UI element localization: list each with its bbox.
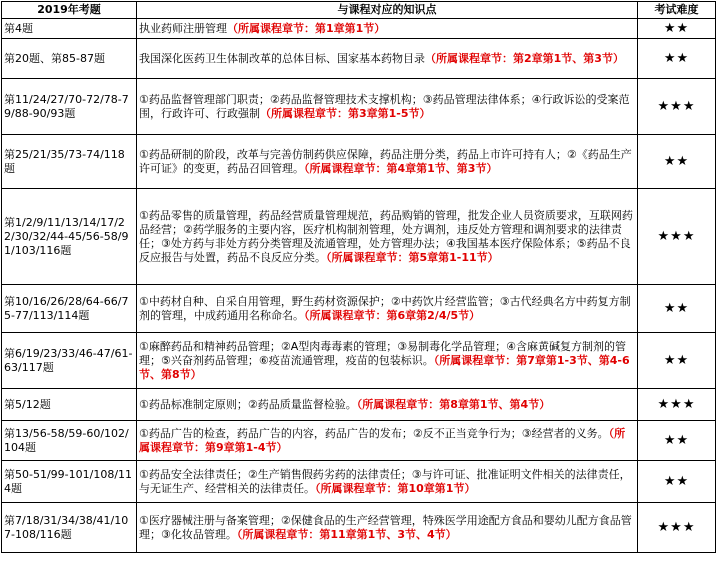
exam-questions-cell: 第20题、第85-87题 [2,39,137,79]
chapter-reference: （所属课程章节：第11章第1节、3节、4节） [236,527,457,541]
knowledge-table-container [1,1,715,553]
difficulty-stars: ★★ [638,19,716,39]
knowledge-text: ①药品标准制定原则；②药品质量监督检验。 [139,397,357,411]
difficulty-stars: ★★★ [638,189,716,285]
table-row [2,389,716,421]
exam-questions-cell: 第6/19/23/33/46-47/61-63/117题 [2,333,137,389]
chapter-reference: （所属课程章节：第5章第1-11节） [326,250,499,264]
table-row [2,461,716,503]
chapter-reference: （所属课程章节：第1章第1节） [227,21,386,35]
exam-questions-cell: 第7/18/31/34/38/41/107-108/116题 [2,503,137,553]
header-difficulty: 考试难度 [638,2,716,19]
difficulty-stars: ★★★ [638,503,716,553]
chapter-reference: （所属课程章节：第10章第1节） [315,481,476,495]
exam-questions-cell: 第50-51/99-101/108/114题 [2,461,137,503]
knowledge-cell [137,285,638,333]
exam-questions-cell: 第10/16/26/28/64-66/75-77/113/114题 [2,285,137,333]
knowledge-text: ①麻醉药品和精神药品管理；②A型肉毒毒素的管理；③易制毒化学品管理；④含麻黄碱复方制剂的管理；⑤兴奋剂药品管理；⑥疫苗流通管理，疫苗的包装标识。 [139,339,626,367]
chapter-reference: （所属课程章节：第7章第1-3节、第4-6节、第8节） [139,353,630,381]
knowledge-cell [137,333,638,389]
table-row [2,285,716,333]
knowledge-text: ①医疗器械注册与备案管理；②保健食品的生产经营管理，特殊医学用途配方食品和婴幼儿配方食品管理；③化妆品管理。 [139,513,632,541]
table-row [2,135,716,189]
knowledge-cell [137,389,638,421]
knowledge-text: 执业药师注册管理 [139,21,227,35]
knowledge-cell [137,79,638,135]
exam-questions-cell: 第5/12题 [2,389,137,421]
header-exam-year: 2019年考题 [2,2,137,19]
knowledge-cell [137,39,638,79]
knowledge-text: ①药品监督管理部门职责；②药品监督管理技术支撑机构；③药品管理法律体系；④行政诉讼的受案范围，行政许可、行政强制 [139,92,630,120]
table-row [2,333,716,389]
table-row [2,79,716,135]
difficulty-stars: ★★★ [638,79,716,135]
knowledge-cell [137,189,638,285]
difficulty-stars: ★★ [638,285,716,333]
difficulty-stars: ★★ [638,461,716,503]
knowledge-cell [137,421,638,461]
chapter-reference: （所属课程章节：第8章第1节、第4节） [356,397,551,411]
header-row [2,2,716,19]
knowledge-text: ①药品研制的阶段，改革与完善仿制药供应保障，药品注册分类，药品上市许可持有人；②《药品生产许可证》的变更，药品召回管理。 [139,147,632,175]
difficulty-stars: ★★ [638,421,716,461]
knowledge-text: 我国深化医药卫生体制改革的总体目标、国家基本药物目录 [139,51,425,65]
knowledge-text: ①药品安全法律责任；②生产销售假药劣药的法律责任；③与许可证、批准证明文件相关的法律责任，与无证生产、经营相关的法律责任。 [139,467,631,495]
exam-questions-cell: 第25/21/35/73-74/118题 [2,135,137,189]
table-row [2,421,716,461]
exam-questions-cell: 第11/24/27/70-72/78-79/88-90/93题 [2,79,137,135]
chapter-reference: （所属课程章节：第3章第1-5节） [260,106,431,120]
chapter-reference: （所属课程章节：第6章第2/4/5节） [304,308,481,322]
chapter-reference: （所属课程章节：第2章第1节、第3节） [425,51,624,65]
difficulty-stars: ★★ [638,333,716,389]
difficulty-stars: ★★★ [638,389,716,421]
exam-questions-cell: 第13/56-58/59-60/102/104题 [2,421,137,461]
header-knowledge-points: 与课程对应的知识点 [137,2,638,19]
table-row [2,39,716,79]
knowledge-cell [137,135,638,189]
difficulty-stars: ★★ [638,135,716,189]
knowledge-text: ①药品零售的质量管理，药品经营质量管理规范，药品购销的管理，批发企业人员资质要求，互联网药品经营；②药学服务的主要内容，医疗机构制剂管理，处方调剂，违反处方管理和调剂要求的法律责任；③处方药与非处方药分类管理及流通管理，处方管理办法；④我国基本医疗保险体系；⑤药品不良反应报告与处置，药品不良反应分类。 [139,208,633,264]
knowledge-cell [137,503,638,553]
knowledge-text: ①药品广告的检查，药品广告的内容，药品广告的发布；②反不正当竞争行为；③经营者的义务。 [139,426,609,440]
knowledge-cell [137,461,638,503]
chapter-reference: （所属课程章节：第9章第1-4节） [139,426,626,454]
exam-questions-cell: 第1/2/9/11/13/14/17/22/30/32/44-45/56-58/91/103/116题 [2,189,137,285]
table-row [2,503,716,553]
knowledge-cell [137,19,638,39]
table-row [2,189,716,285]
chapter-reference: （所属课程章节：第4章第1节、第3节） [304,161,498,175]
table-row [2,19,716,39]
exam-questions-cell: 第4题 [2,19,137,39]
knowledge-text: ①中药材自种、自采自用管理，野生药材资源保护；②中药饮片经营监管；③古代经典名方中药复方制剂的管理，中成药通用名称命名。 [139,294,631,322]
exam-knowledge-table [1,1,716,553]
difficulty-stars: ★★ [638,39,716,79]
